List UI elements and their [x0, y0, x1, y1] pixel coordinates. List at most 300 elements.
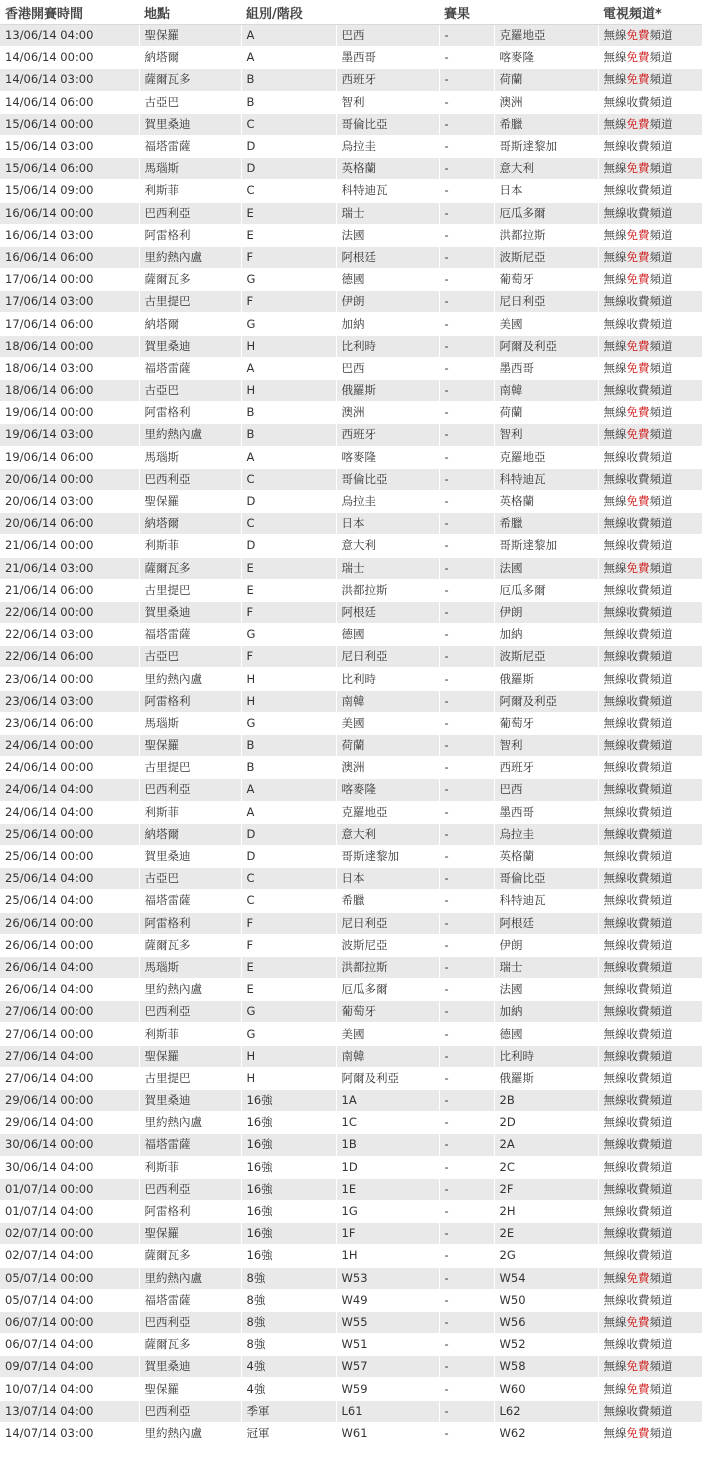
channel-suffix: 頻道: [649, 1248, 673, 1263]
away-team-cell: 墨西哥: [494, 357, 598, 379]
channel-fee-type: 免費: [626, 50, 650, 65]
tv-channel-cell: [598, 890, 702, 912]
channel-fee-type: 收費: [626, 1159, 650, 1174]
away-team-cell: 哥斯達黎加: [494, 535, 598, 557]
kickoff-time-cell: 27/06/14 04:00: [0, 1045, 139, 1067]
kickoff-time-cell: 20/06/14 00:00: [0, 468, 139, 490]
channel-suffix: 頻道: [649, 1159, 673, 1174]
table-row: [0, 1378, 702, 1400]
kickoff-time-cell: 26/06/14 04:00: [0, 956, 139, 978]
home-team-cell: 南韓: [336, 690, 439, 712]
channel-suffix: 頻道: [649, 693, 673, 708]
kickoff-time-cell: 14/06/14 06:00: [0, 91, 139, 113]
group-stage-cell: 4強: [241, 1356, 336, 1378]
table-row: [0, 135, 702, 157]
result-cell: -: [439, 1289, 494, 1311]
venue-cell: 巴西利亞: [139, 1001, 241, 1023]
group-stage-cell: H: [241, 1067, 336, 1089]
channel-broadcaster: 無線: [603, 1004, 627, 1019]
channel-fee-type: 收費: [626, 383, 650, 398]
channel-suffix: 頻道: [649, 826, 673, 841]
table-row: [0, 1289, 702, 1311]
away-team-cell: 2C: [494, 1156, 598, 1178]
result-cell: -: [439, 291, 494, 313]
table-row: [0, 180, 702, 202]
kickoff-time-cell: 24/06/14 04:00: [0, 801, 139, 823]
home-team-cell: 洪都拉斯: [336, 956, 439, 978]
home-team-cell: 阿根廷: [336, 246, 439, 268]
home-team-cell: 1G: [336, 1200, 439, 1222]
table-row: [0, 557, 702, 579]
group-stage-cell: F: [241, 912, 336, 934]
venue-cell: 利斯菲: [139, 1023, 241, 1045]
channel-fee-type: 收費: [626, 1248, 650, 1263]
table-row: [0, 1090, 702, 1112]
home-team-cell: 比利時: [336, 668, 439, 690]
result-cell: -: [439, 690, 494, 712]
away-team-cell: L62: [494, 1400, 598, 1422]
channel-broadcaster: 無線: [603, 1248, 627, 1263]
tv-channel-cell: [598, 224, 702, 246]
channel-broadcaster: 無線: [603, 649, 627, 664]
home-team-cell: 日本: [336, 513, 439, 535]
channel-broadcaster: 無線: [603, 50, 627, 65]
table-row: [0, 1356, 702, 1378]
channel-fee-type: 收費: [626, 604, 650, 619]
home-team-cell: W53: [336, 1267, 439, 1289]
table-row: [0, 468, 702, 490]
tv-channel-cell: [598, 246, 702, 268]
channel-suffix: 頻道: [649, 715, 673, 730]
channel-suffix: 頻道: [649, 116, 673, 131]
channel-broadcaster: 無線: [603, 161, 627, 176]
kickoff-time-cell: 01/07/14 04:00: [0, 1200, 139, 1222]
channel-suffix: 頻道: [649, 1314, 673, 1329]
result-cell: -: [439, 246, 494, 268]
venue-cell: 馬瑙斯: [139, 446, 241, 468]
tv-channel-cell: [598, 823, 702, 845]
away-team-cell: 西班牙: [494, 757, 598, 779]
kickoff-time-cell: 26/06/14 00:00: [0, 912, 139, 934]
venue-cell: 阿雷格利: [139, 690, 241, 712]
table-row: [0, 646, 702, 668]
channel-broadcaster: 無線: [603, 849, 627, 864]
tv-channel-cell: [598, 735, 702, 757]
group-stage-cell: A: [241, 47, 336, 69]
table-row: [0, 690, 702, 712]
group-stage-cell: G: [241, 313, 336, 335]
tv-channel-cell: [598, 180, 702, 202]
channel-fee-type: 收費: [626, 1026, 650, 1041]
venue-cell: 里約熱內盧: [139, 668, 241, 690]
group-stage-cell: B: [241, 91, 336, 113]
home-team-cell: 巴西: [336, 25, 439, 47]
tv-channel-cell: [598, 956, 702, 978]
channel-broadcaster: 無線: [603, 183, 627, 198]
channel-suffix: 頻道: [649, 1425, 673, 1440]
channel-broadcaster: 無線: [603, 1381, 627, 1396]
venue-cell: 古亞巴: [139, 646, 241, 668]
channel-fee-type: 收費: [626, 871, 650, 886]
kickoff-time-cell: 22/06/14 00:00: [0, 601, 139, 623]
tv-channel-cell: [598, 1356, 702, 1378]
venue-cell: 馬瑙斯: [139, 158, 241, 180]
home-team-cell: 阿爾及利亞: [336, 1067, 439, 1089]
table-row: [0, 1400, 702, 1422]
tv-channel-cell: [598, 1245, 702, 1267]
group-stage-cell: D: [241, 535, 336, 557]
kickoff-time-cell: 22/06/14 06:00: [0, 646, 139, 668]
home-team-cell: W49: [336, 1289, 439, 1311]
channel-fee-type: 免費: [626, 28, 650, 43]
away-team-cell: 2D: [494, 1112, 598, 1134]
channel-broadcaster: 無線: [603, 982, 627, 997]
kickoff-time-cell: 27/06/14 04:00: [0, 1067, 139, 1089]
venue-cell: 古亞巴: [139, 868, 241, 890]
venue-cell: 巴西利亞: [139, 779, 241, 801]
venue-cell: 賀里桑迪: [139, 1090, 241, 1112]
venue-cell: 古亞巴: [139, 91, 241, 113]
group-stage-cell: 4強: [241, 1378, 336, 1400]
channel-suffix: 頻道: [649, 538, 673, 553]
result-cell: -: [439, 269, 494, 291]
tv-channel-cell: [598, 668, 702, 690]
group-stage-cell: G: [241, 712, 336, 734]
table-row: [0, 291, 702, 313]
tv-channel-cell: [598, 1178, 702, 1200]
channel-broadcaster: 無線: [603, 272, 627, 287]
result-cell: -: [439, 779, 494, 801]
tv-channel-cell: [598, 269, 702, 291]
home-team-cell: 阿根廷: [336, 601, 439, 623]
kickoff-time-cell: 18/06/14 00:00: [0, 335, 139, 357]
group-stage-cell: 8強: [241, 1289, 336, 1311]
away-team-cell: 伊朗: [494, 601, 598, 623]
group-stage-cell: C: [241, 113, 336, 135]
away-team-cell: W54: [494, 1267, 598, 1289]
table-row: [0, 845, 702, 867]
result-cell: -: [439, 557, 494, 579]
group-stage-cell: G: [241, 269, 336, 291]
channel-broadcaster: 無線: [603, 227, 627, 242]
group-stage-cell: G: [241, 1001, 336, 1023]
result-cell: -: [439, 1356, 494, 1378]
away-team-cell: 加納: [494, 1001, 598, 1023]
channel-broadcaster: 無線: [603, 205, 627, 220]
home-team-cell: 尼日利亞: [336, 912, 439, 934]
group-stage-cell: 16強: [241, 1178, 336, 1200]
channel-suffix: 頻道: [649, 1337, 673, 1352]
venue-cell: 聖保羅: [139, 1045, 241, 1067]
away-team-cell: 智利: [494, 424, 598, 446]
table-row: [0, 779, 702, 801]
channel-fee-type: 免費: [626, 116, 650, 131]
home-team-cell: 伊朗: [336, 291, 439, 313]
venue-cell: 福塔雷薩: [139, 357, 241, 379]
channel-fee-type: 收費: [626, 1181, 650, 1196]
venue-cell: 薩爾瓦多: [139, 557, 241, 579]
channel-suffix: 頻道: [649, 161, 673, 176]
tv-channel-cell: [598, 1267, 702, 1289]
venue-cell: 聖保羅: [139, 1223, 241, 1245]
group-stage-cell: F: [241, 291, 336, 313]
channel-suffix: 頻道: [649, 183, 673, 198]
table-row: [0, 1134, 702, 1156]
venue-cell: 薩爾瓦多: [139, 934, 241, 956]
result-cell: -: [439, 823, 494, 845]
kickoff-time-cell: 02/07/14 00:00: [0, 1223, 139, 1245]
channel-broadcaster: 無線: [603, 1314, 627, 1329]
result-cell: -: [439, 313, 494, 335]
channel-fee-type: 免費: [626, 560, 650, 575]
kickoff-time-cell: 26/06/14 00:00: [0, 934, 139, 956]
channel-fee-type: 收費: [626, 1048, 650, 1063]
venue-cell: 利斯菲: [139, 535, 241, 557]
group-stage-cell: 8強: [241, 1311, 336, 1333]
channel-fee-type: 收費: [626, 649, 650, 664]
group-stage-cell: 16強: [241, 1112, 336, 1134]
tv-channel-cell: [598, 158, 702, 180]
away-team-cell: 荷蘭: [494, 69, 598, 91]
away-team-cell: 荷蘭: [494, 402, 598, 424]
channel-suffix: 頻道: [649, 959, 673, 974]
channel-fee-type: 收費: [626, 316, 650, 331]
result-cell: -: [439, 224, 494, 246]
channel-fee-type: 收費: [626, 627, 650, 642]
group-stage-cell: 16強: [241, 1156, 336, 1178]
result-cell: -: [439, 1400, 494, 1422]
away-team-cell: 洪都拉斯: [494, 224, 598, 246]
channel-broadcaster: 無線: [603, 116, 627, 131]
channel-suffix: 頻道: [649, 649, 673, 664]
away-team-cell: W62: [494, 1422, 598, 1444]
tv-channel-cell: [598, 757, 702, 779]
venue-cell: 古里提巴: [139, 579, 241, 601]
home-team-cell: 加納: [336, 313, 439, 335]
away-team-cell: 英格蘭: [494, 845, 598, 867]
kickoff-time-cell: 24/06/14 04:00: [0, 779, 139, 801]
tv-channel-cell: [598, 357, 702, 379]
venue-cell: 聖保羅: [139, 735, 241, 757]
table-row: [0, 979, 702, 1001]
group-stage-cell: E: [241, 224, 336, 246]
result-cell: -: [439, 1311, 494, 1333]
away-team-cell: 比利時: [494, 1045, 598, 1067]
channel-suffix: 頻道: [649, 1381, 673, 1396]
kickoff-time-cell: 21/06/14 06:00: [0, 579, 139, 601]
away-team-cell: 加納: [494, 624, 598, 646]
venue-cell: 賀里桑迪: [139, 601, 241, 623]
home-team-cell: 洪都拉斯: [336, 579, 439, 601]
tv-channel-cell: [598, 646, 702, 668]
home-team-cell: W55: [336, 1311, 439, 1333]
channel-fee-type: 免費: [626, 1359, 650, 1374]
group-stage-cell: A: [241, 801, 336, 823]
away-team-cell: 2B: [494, 1090, 598, 1112]
tv-channel-cell: [598, 113, 702, 135]
home-team-cell: 1E: [336, 1178, 439, 1200]
channel-fee-type: 免費: [626, 427, 650, 442]
channel-suffix: 頻道: [649, 582, 673, 597]
tv-channel-cell: [598, 424, 702, 446]
tv-channel-cell: [598, 535, 702, 557]
channel-fee-type: 收費: [626, 804, 650, 819]
group-stage-cell: 16強: [241, 1223, 336, 1245]
group-stage-cell: D: [241, 158, 336, 180]
channel-broadcaster: 無線: [603, 427, 627, 442]
kickoff-time-cell: 16/06/14 00:00: [0, 202, 139, 224]
table-row: [0, 801, 702, 823]
channel-suffix: 頻道: [649, 560, 673, 575]
channel-broadcaster: 無線: [603, 28, 627, 43]
kickoff-time-cell: 23/06/14 06:00: [0, 712, 139, 734]
group-stage-cell: H: [241, 335, 336, 357]
tv-channel-cell: [598, 446, 702, 468]
channel-suffix: 頻道: [649, 893, 673, 908]
tv-channel-cell: [598, 845, 702, 867]
kickoff-time-cell: 19/06/14 00:00: [0, 402, 139, 424]
result-cell: -: [439, 668, 494, 690]
result-cell: -: [439, 25, 494, 47]
header-result: 賽果: [439, 0, 494, 25]
away-team-cell: 希臘: [494, 113, 598, 135]
home-team-cell: 瑞士: [336, 557, 439, 579]
table-row: [0, 313, 702, 335]
away-team-cell: 2A: [494, 1134, 598, 1156]
table-body: [0, 25, 702, 1445]
away-team-cell: W50: [494, 1289, 598, 1311]
home-team-cell: 1C: [336, 1112, 439, 1134]
channel-suffix: 頻道: [649, 249, 673, 264]
tv-channel-cell: [598, 1223, 702, 1245]
table-row: [0, 1045, 702, 1067]
home-team-cell: 厄瓜多爾: [336, 979, 439, 1001]
home-team-cell: 烏拉圭: [336, 135, 439, 157]
channel-broadcaster: 無線: [603, 959, 627, 974]
channel-suffix: 頻道: [649, 738, 673, 753]
table-row: [0, 446, 702, 468]
away-team-cell: 2H: [494, 1200, 598, 1222]
channel-broadcaster: 無線: [603, 1181, 627, 1196]
channel-fee-type: 收費: [626, 1093, 650, 1108]
group-stage-cell: B: [241, 735, 336, 757]
channel-suffix: 頻道: [649, 294, 673, 309]
channel-suffix: 頻道: [649, 205, 673, 220]
channel-fee-type: 免費: [626, 338, 650, 353]
channel-suffix: 頻道: [649, 915, 673, 930]
home-team-cell: 德國: [336, 624, 439, 646]
home-team-cell: W57: [336, 1356, 439, 1378]
table-row: [0, 579, 702, 601]
home-team-cell: 哥倫比亞: [336, 113, 439, 135]
channel-suffix: 頻道: [649, 338, 673, 353]
result-cell: -: [439, 956, 494, 978]
home-team-cell: 喀麥隆: [336, 446, 439, 468]
group-stage-cell: G: [241, 624, 336, 646]
venue-cell: 里約熱內盧: [139, 424, 241, 446]
channel-suffix: 頻道: [649, 982, 673, 997]
channel-broadcaster: 無線: [603, 1226, 627, 1241]
channel-fee-type: 免費: [626, 1270, 650, 1285]
table-row: [0, 246, 702, 268]
venue-cell: 里約熱內盧: [139, 1112, 241, 1134]
channel-fee-type: 收費: [626, 1115, 650, 1130]
channel-broadcaster: 無線: [603, 582, 627, 597]
away-team-cell: 阿爾及利亞: [494, 690, 598, 712]
away-team-cell: 2G: [494, 1245, 598, 1267]
away-team-cell: 科特迪瓦: [494, 468, 598, 490]
venue-cell: 利斯菲: [139, 180, 241, 202]
result-cell: -: [439, 1045, 494, 1067]
home-team-cell: 澳洲: [336, 757, 439, 779]
channel-suffix: 頻道: [649, 1115, 673, 1130]
tv-channel-cell: [598, 1134, 702, 1156]
result-cell: -: [439, 1245, 494, 1267]
channel-suffix: 頻道: [649, 471, 673, 486]
tv-channel-cell: [598, 1422, 702, 1444]
result-cell: -: [439, 646, 494, 668]
channel-broadcaster: 無線: [603, 693, 627, 708]
channel-broadcaster: 無線: [603, 715, 627, 730]
away-team-cell: 尼日利亞: [494, 291, 598, 313]
channel-fee-type: 免費: [626, 227, 650, 242]
channel-suffix: 頻道: [649, 1204, 673, 1219]
kickoff-time-cell: 15/06/14 00:00: [0, 113, 139, 135]
channel-fee-type: 收費: [626, 183, 650, 198]
channel-suffix: 頻道: [649, 227, 673, 242]
away-team-cell: 智利: [494, 735, 598, 757]
home-team-cell: W61: [336, 1422, 439, 1444]
header-venue: 地點: [139, 0, 241, 25]
channel-broadcaster: 無線: [603, 360, 627, 375]
table-row: [0, 1156, 702, 1178]
channel-suffix: 頻道: [649, 627, 673, 642]
tv-channel-cell: [598, 1001, 702, 1023]
channel-suffix: 頻道: [649, 871, 673, 886]
table-row: [0, 1067, 702, 1089]
result-cell: -: [439, 579, 494, 601]
group-stage-cell: 季軍: [241, 1400, 336, 1422]
channel-suffix: 頻道: [649, 516, 673, 531]
home-team-cell: 哥倫比亞: [336, 468, 439, 490]
tv-channel-cell: [598, 801, 702, 823]
result-cell: -: [439, 1378, 494, 1400]
channel-broadcaster: 無線: [603, 1093, 627, 1108]
group-stage-cell: H: [241, 1045, 336, 1067]
result-cell: -: [439, 934, 494, 956]
result-cell: -: [439, 845, 494, 867]
away-team-cell: 哥斯達黎加: [494, 135, 598, 157]
result-cell: -: [439, 868, 494, 890]
channel-broadcaster: 無線: [603, 760, 627, 775]
tv-channel-cell: [598, 202, 702, 224]
result-cell: -: [439, 1067, 494, 1089]
home-team-cell: 克羅地亞: [336, 801, 439, 823]
group-stage-cell: D: [241, 135, 336, 157]
result-cell: -: [439, 335, 494, 357]
venue-cell: 巴西利亞: [139, 202, 241, 224]
venue-cell: 巴西利亞: [139, 468, 241, 490]
away-team-cell: 俄羅斯: [494, 668, 598, 690]
channel-broadcaster: 無線: [603, 1425, 627, 1440]
channel-fee-type: 免費: [626, 272, 650, 287]
channel-fee-type: 收費: [626, 1204, 650, 1219]
channel-suffix: 頻道: [649, 849, 673, 864]
home-team-cell: 南韓: [336, 1045, 439, 1067]
venue-cell: 巴西利亞: [139, 1311, 241, 1333]
result-cell: -: [439, 1001, 494, 1023]
channel-fee-type: 收費: [626, 671, 650, 686]
